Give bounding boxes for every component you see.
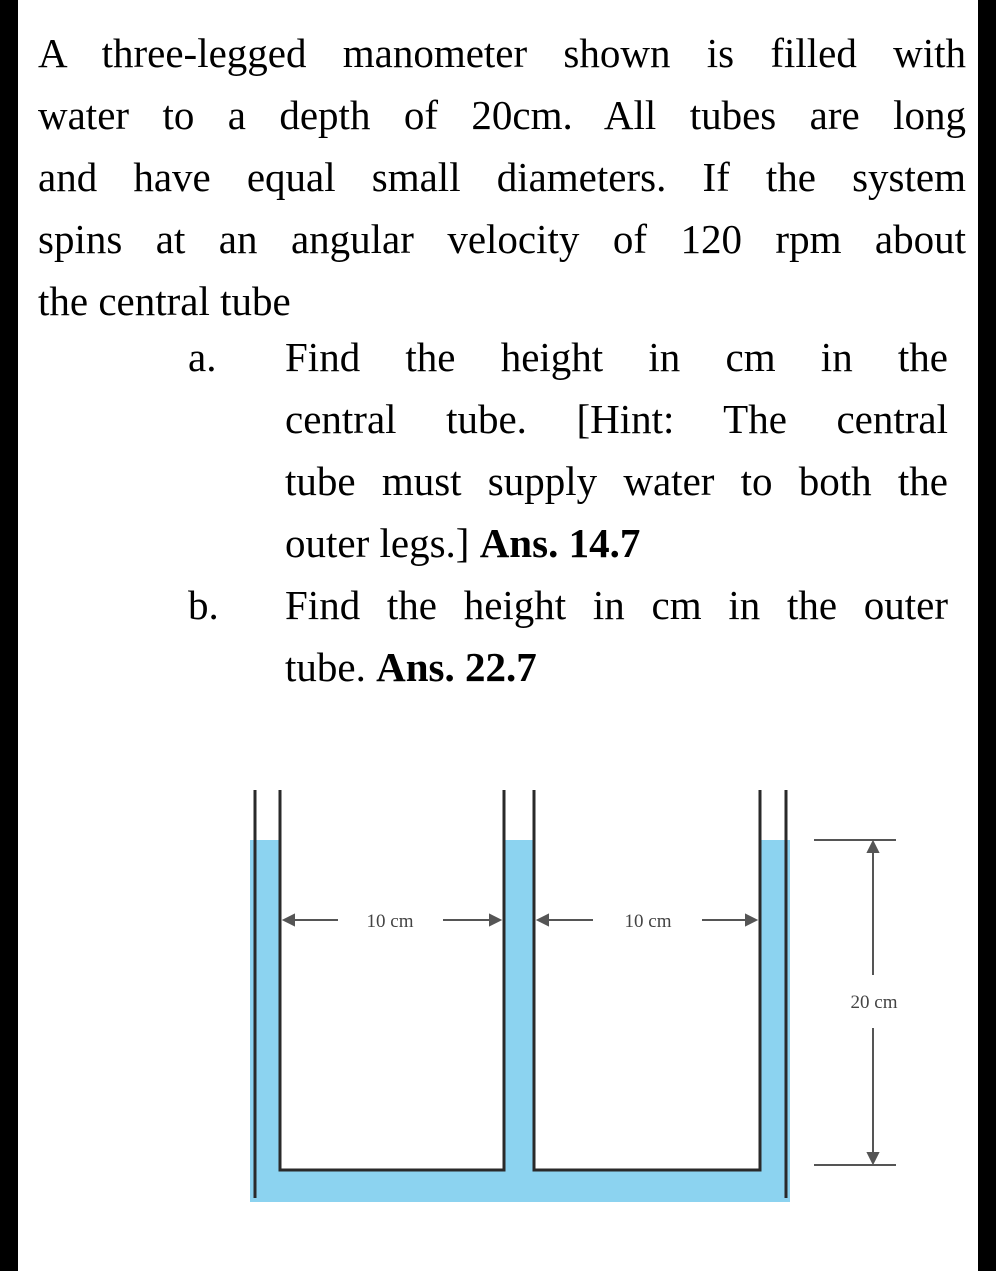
water bbox=[250, 840, 790, 1202]
part-a-last-text: outer legs.] bbox=[285, 520, 470, 566]
right-spacing-arrowhead-b bbox=[746, 915, 756, 925]
center-leg-water bbox=[504, 840, 534, 1202]
problem-line: the central tube bbox=[38, 278, 291, 324]
right-spacing-arrowhead-a bbox=[538, 915, 548, 925]
left-spacing-arrowhead-a bbox=[284, 915, 294, 925]
left-spacing-label: 10 cm bbox=[366, 911, 414, 932]
right-inner-wall bbox=[534, 790, 760, 1170]
part-a-line: tube must supply water to both the bbox=[285, 458, 948, 504]
part-b-last-text: tube. bbox=[285, 644, 366, 690]
part-a-line: central tube. [Hint: The central bbox=[285, 396, 948, 442]
part-a-answer: Ans. 14.7 bbox=[479, 520, 641, 566]
part-b-line: Find the height in cm in the outer bbox=[285, 582, 948, 628]
depth-arrowhead-bottom bbox=[868, 1153, 878, 1163]
right-spacing-label: 10 cm bbox=[624, 911, 672, 932]
part-a-marker: a. bbox=[188, 334, 217, 380]
depth-arrowhead-top bbox=[868, 842, 878, 852]
depth-label: 20 cm bbox=[850, 992, 898, 1013]
part-b-answer: Ans. 22.7 bbox=[376, 644, 537, 690]
left-spacing-arrowhead-b bbox=[490, 915, 500, 925]
left-leg-inner-wall bbox=[280, 790, 504, 1170]
problem-line: spins at an angular velocity of 120 rpm about bbox=[38, 216, 966, 262]
bottom-channel-water bbox=[250, 1170, 790, 1202]
page bbox=[18, 0, 978, 1271]
problem-line: and have equal small diameters. If the system bbox=[38, 154, 966, 200]
part-b-marker: b. bbox=[188, 582, 219, 628]
manometer-figure bbox=[18, 0, 978, 1271]
problem-line: water to a depth of 20cm. All tubes are long bbox=[38, 92, 966, 138]
problem-line: A three-legged manometer shown is filled with bbox=[38, 30, 966, 76]
part-a-line: Find the height in cm in the bbox=[285, 334, 948, 380]
